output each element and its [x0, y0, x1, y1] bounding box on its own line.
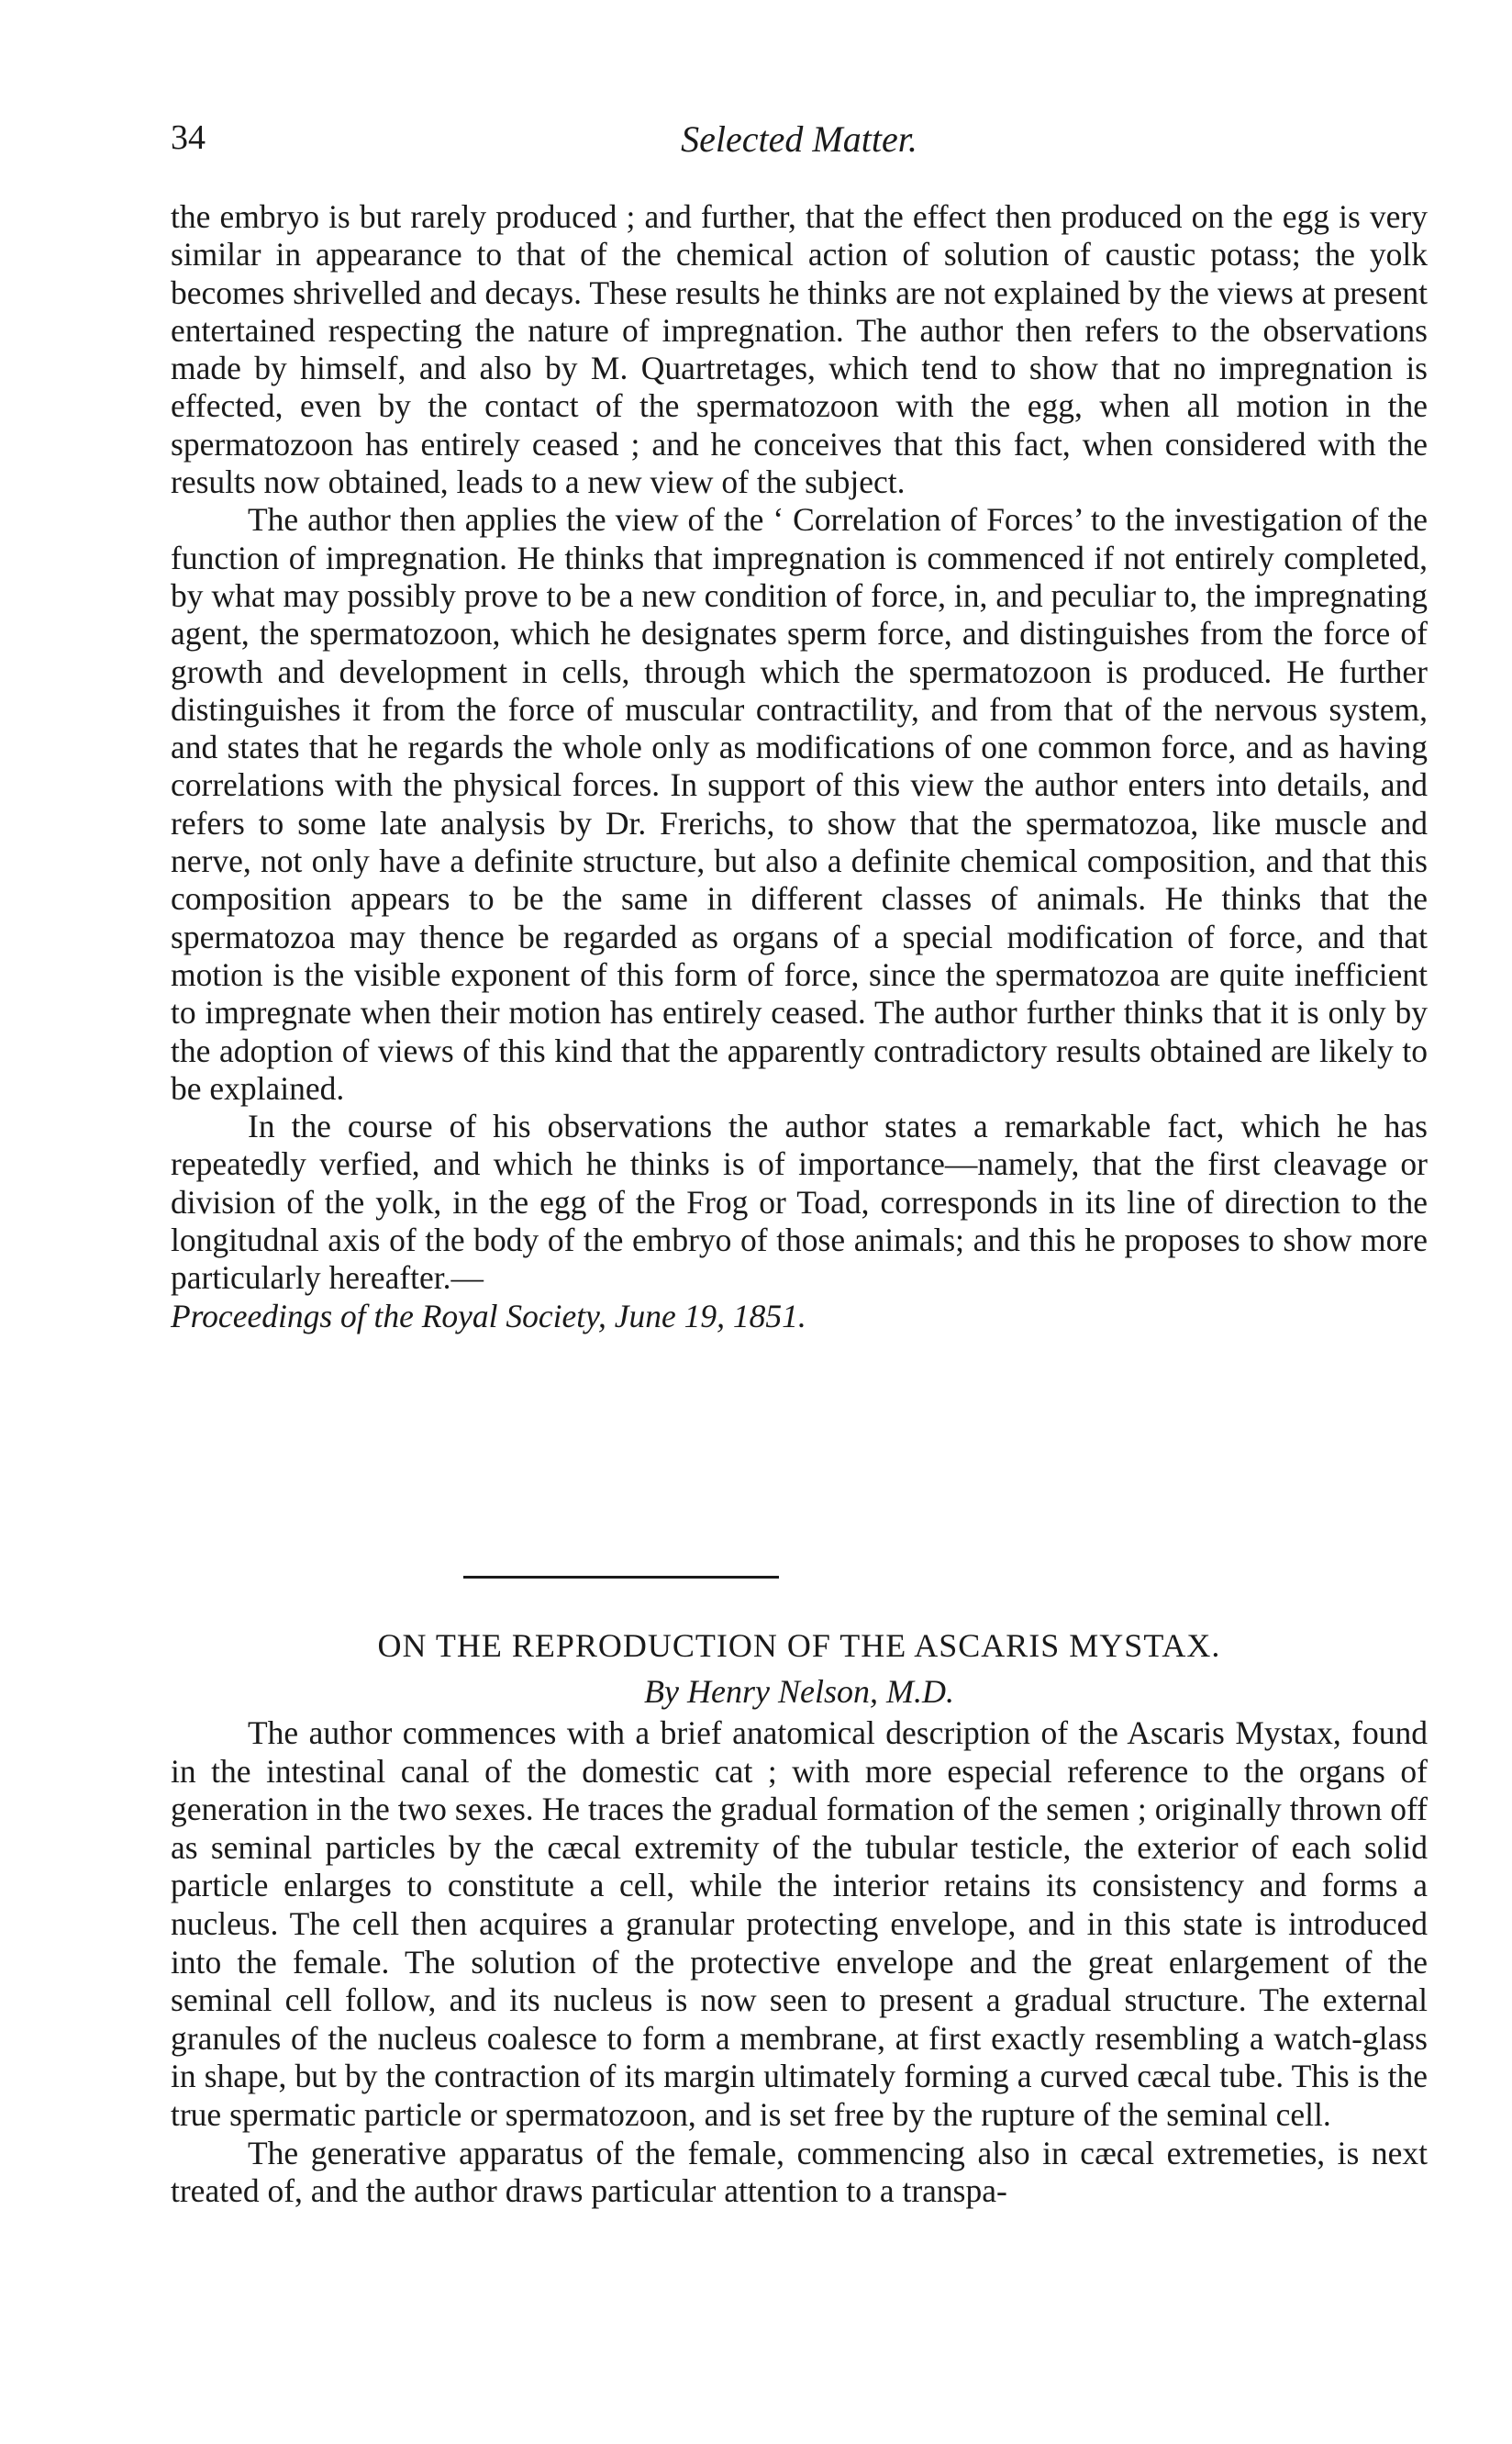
- article-title: ON THE REPRODUCTION OF THE ASCARIS MYSTAX.: [377, 1627, 1221, 1664]
- paragraph: In the course of his observations the author states a remarkable fact, which he has repeatedly verfied, and which he thinks is of importance—namely, that the first cleavage or division of the yolk, in the egg of the Frog or Toad, corresponds in its line of direction to the longitudnal axis of the body of the embryo of those animals; and this he proposes to show more particularly hereafter.—: [171, 1108, 1428, 1297]
- paragraph: The generative apparatus of the female, commencing also in cæcal extremeties, is next treated of, and the author draws particular attention to a transpa-: [171, 2134, 1428, 2210]
- paragraph: the embryo is but rarely produced ; and further, that the effect then produced on the egg is very similar in appearance to that of the chemical action of solution of caustic potass; the yolk becomes shrivelled and decays. These results he thinks are not explained by the views at present entertained respecting the nature of impregnation. The author then refers to the observations made by himself, and also by M. Quartretages, which tend to show that no impregnation is effected, even by the contact of the spermatozoon with the egg, when all motion in the spermatozoon has entirely ceased ; and he conceives that this fact, when considered with the results now obtained, leads to a new view of the subject.: [171, 198, 1428, 501]
- paragraph: The author commences with a brief anatomical description of the Ascaris Mystax, found in the intestinal canal of the domestic cat ; with more especial reference to the organs of generation in the two sexes. He traces the gradual formation of the semen ; originally thrown off as seminal particles by the cæcal extremity of the tubular testicle, the exterior of each solid particle enlarges to constitute a cell, while the interior retains its consistency and forms a nucleus. The cell then acquires a granular protecting envelope, and in this state is introduced into the female. The solution of the protective envelope and the great enlargement of the seminal cell follow, and its nucleus is now seen to present a gradual structure. The external granules of the nucleus coalesce to form a membrane, at first exactly resembling a watch-glass in shape, but by the contraction of its margin ultimately forming a curved cæcal tube. This is the true spermatic particle or spermatozoon, and is set free by the rupture of the seminal cell.: [171, 1714, 1428, 2133]
- article-byline: By Henry Nelson, M.D.: [644, 1673, 954, 1710]
- new-article-body: [171, 1714, 1428, 2211]
- page-number: 34: [171, 118, 206, 157]
- source-citation: Proceedings of the Royal Society, June 19, 1851.: [171, 1297, 806, 1334]
- section-divider: [463, 1576, 779, 1579]
- paragraph: The author then applies the view of the ‘ Correlation of Forces’ to the investigation of the function of impregnation. He thinks that impregnation is commenced if not entirely completed, by what may possibly prove to be a new condition of force, in, and peculiar to, the impregnating agent, the spermatozoon, which he designates sperm force, and distinguishes from the force of growth and development in cells, through which the spermatozoon is produced. He further distinguishes it from the force of muscular contractility, and from that of the nervous system, and states that he regards the whole only as modifications of one common force, and as having correlations with the physical forces. In support of this view the author enters into details, and refers to some late analysis by Dr. Frerichs, to show that the spermatozoa, like muscle and nerve, not only have a definite structure, but also a definite chemical composition, and that this composition appears to be the same in different classes of animals. He thinks that the spermatozoa may thence be regarded as organs of a special modification of force, and that motion is the visible exponent of this form of force, since the spermatozoa are quite inefficient to impregnate when their motion has entirely ceased. The author further thinks that it is only by the adoption of views of this kind that the apparently contradictory results obtained are likely to be explained.: [171, 501, 1428, 1107]
- running-head: [171, 117, 1428, 163]
- running-title: Selected Matter.: [681, 118, 917, 160]
- continued-article-body: [171, 198, 1428, 1335]
